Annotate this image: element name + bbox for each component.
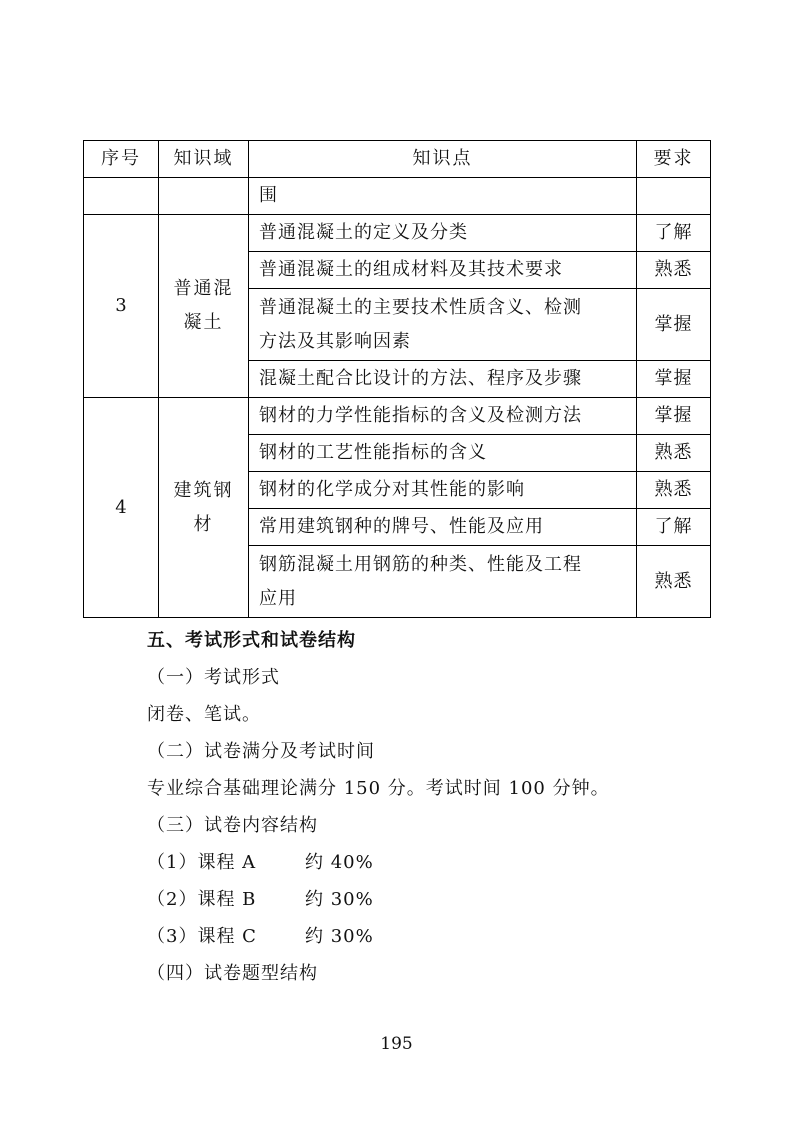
requirement-level: 了解 <box>637 509 711 546</box>
table-header-row <box>84 141 711 178</box>
row-number: 4 <box>84 398 159 618</box>
requirement-level: 熟悉 <box>637 252 711 289</box>
row-number: 3 <box>84 215 159 398</box>
knowledge-point: 普通混凝土的定义及分类 <box>249 215 637 252</box>
page-number: 195 <box>380 1034 413 1054</box>
exam-form-text: 闭卷、笔试。 <box>147 704 261 725</box>
requirement-level: 熟悉 <box>637 546 711 618</box>
subsection-title-content-structure: （三）试卷内容结构 <box>147 815 318 836</box>
knowledge-domain: 普通混 凝土 <box>159 215 249 398</box>
header-point: 知识点 <box>249 141 637 178</box>
course-label: （1）课程 A <box>147 852 257 873</box>
course-share: 约 40% <box>305 852 374 873</box>
course-label: （3）课程 C <box>147 926 257 947</box>
section-heading: 五、考试形式和试卷结构 <box>147 630 356 651</box>
knowledge-point: 钢材的力学性能指标的含义及检测方法 <box>249 398 637 435</box>
knowledge-point: 钢材的化学成分对其性能的影响 <box>249 472 637 509</box>
requirement-level: 掌握 <box>637 398 711 435</box>
requirement-level: 了解 <box>637 215 711 252</box>
table-row <box>84 398 711 435</box>
knowledge-point: 普通混凝土的组成材料及其技术要求 <box>249 252 637 289</box>
knowledge-point: 钢筋混凝土用钢筋的种类、性能及工程 应用 <box>249 546 637 618</box>
knowledge-point: 常用建筑钢种的牌号、性能及应用 <box>249 509 637 546</box>
course-line <box>147 922 374 948</box>
knowledge-point: 围 <box>249 178 637 215</box>
subsection-title-exam-form: （一）考试形式 <box>147 667 280 688</box>
requirement-level: 掌握 <box>637 289 711 361</box>
course-label: （2）课程 B <box>147 889 257 910</box>
course-share: 约 30% <box>305 926 374 947</box>
requirement-level: 掌握 <box>637 361 711 398</box>
header-domain: 知识域 <box>159 141 249 178</box>
knowledge-domain: 建筑钢 材 <box>159 398 249 618</box>
score-time-text: 专业综合基础理论满分 150 分。考试时间 100 分钟。 <box>147 778 610 799</box>
course-line <box>147 885 374 911</box>
header-requirement: 要求 <box>637 141 711 178</box>
subsection-title-score-time: （二）试卷满分及考试时间 <box>147 741 375 762</box>
knowledge-point: 钢材的工艺性能指标的含义 <box>249 435 637 472</box>
knowledge-point: 普通混凝土的主要技术性质含义、检测 方法及其影响因素 <box>249 289 637 361</box>
knowledge-point: 混凝土配合比设计的方法、程序及步骤 <box>249 361 637 398</box>
table-row-continuation <box>84 178 711 215</box>
requirement-level: 熟悉 <box>637 435 711 472</box>
requirement-level: 熟悉 <box>637 472 711 509</box>
course-share: 约 30% <box>305 889 374 910</box>
subsection-title-question-types: （四）试卷题型结构 <box>147 963 318 984</box>
course-line <box>147 848 374 874</box>
header-number: 序号 <box>84 141 159 178</box>
table-row <box>84 215 711 252</box>
knowledge-table <box>83 140 711 618</box>
